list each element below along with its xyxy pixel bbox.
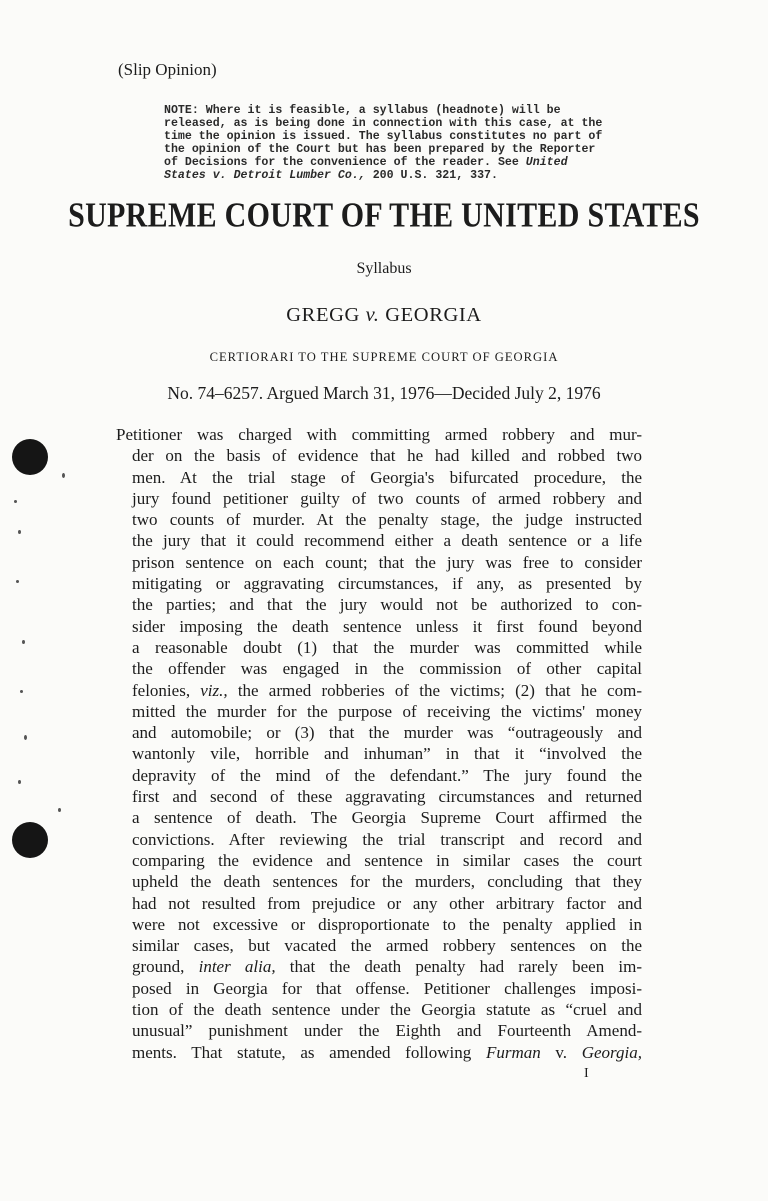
body-line: Petitioner was charged with committing armed robbery and mur- bbox=[116, 425, 642, 444]
body-line: tion of the death sentence under the Georgia statute as “cruel and bbox=[132, 1000, 642, 1020]
body-line: depravity of the mind of the defendant.” The jury found the bbox=[132, 765, 642, 785]
note-citation-case: United States v. Detroit Lumber Co., bbox=[164, 156, 568, 183]
body-line: mitted the murder for the purpose of receiving the victims' money bbox=[132, 701, 642, 721]
case-party-1: GREGG bbox=[286, 304, 360, 326]
body-line: prison sentence on each count; that the jury was free to consider bbox=[132, 552, 642, 572]
body-line: der on the basis of evidence that he had killed and robbed two bbox=[132, 446, 642, 466]
docket-line: No. 74–6257. Argued March 31, 1976—Decided July 2, 1976 bbox=[167, 383, 601, 403]
body-line: were not excessive or disproportionate to the penalty applied in bbox=[132, 914, 642, 934]
certiorari-line: CERTIORARI TO THE SUPREME COURT OF GEORGIA bbox=[209, 350, 559, 364]
scan-speck bbox=[20, 690, 23, 693]
body-line: wantonly vile, horrible and inhuman” in that it “involved the bbox=[132, 744, 642, 764]
scan-speck bbox=[58, 808, 61, 812]
body-line: ments. That statute, as amended following Furman v. Georgia, bbox=[132, 1042, 642, 1062]
body-line: unusual” punishment under the Eighth and Fourteenth Amend- bbox=[132, 1021, 642, 1041]
case-name bbox=[0, 304, 768, 327]
scan-speck bbox=[62, 473, 65, 478]
body-line: first and second of these aggravating circumstances and returned bbox=[132, 787, 642, 807]
punch-hole-top bbox=[12, 439, 48, 475]
scan-speck bbox=[16, 580, 19, 583]
scan-speck bbox=[18, 530, 21, 534]
body-line: similar cases, but vacated the armed robbery sentences on the bbox=[132, 936, 642, 956]
slip-opinion-label: (Slip Opinion) bbox=[118, 60, 217, 79]
scan-speck bbox=[14, 500, 17, 503]
punch-hole-bottom bbox=[12, 822, 48, 858]
case-party-2: GEORGIA bbox=[385, 304, 482, 326]
body-line: two counts of murder. At the penalty stage, the judge instructed bbox=[132, 510, 642, 530]
note-paragraph bbox=[164, 104, 608, 183]
syllabus-note bbox=[164, 104, 608, 183]
body-line: sider imposing the death sentence unless it first found beyond bbox=[132, 616, 642, 636]
body-line: a sentence of death. The Georgia Supreme Court affirmed the bbox=[132, 808, 642, 828]
syllabus-heading: Syllabus bbox=[356, 260, 412, 277]
body-line: the offender was engaged in the commission of other capital bbox=[132, 659, 642, 679]
body-line: comparing the evidence and sentence in similar cases the court bbox=[132, 850, 642, 870]
note-text: NOTE: Where it is feasible, a syllabus (headnote) will be released, as is being done in connection with this case, at the time the opinion is issued. The syllabus constitutes no part of the opinion of the Court but has been prepared by the Reporter of Decisions for the convenience of the reader. See bbox=[164, 104, 603, 170]
body-line: felonies, viz., the armed robberies of the victims; (2) that he com- bbox=[132, 680, 642, 700]
body-line: jury found petitioner guilty of two counts of armed robbery and bbox=[132, 488, 642, 508]
court-title: SUPREME COURT OF THE UNITED STATES bbox=[68, 196, 700, 235]
scan-speck bbox=[18, 780, 21, 784]
body-line: a reasonable doubt (1) that the murder was committed while bbox=[132, 637, 642, 657]
body-line: the parties; and that the jury would not be authorized to con- bbox=[132, 595, 642, 615]
scan-speck bbox=[22, 640, 25, 644]
body-line: upheld the death sentences for the murders, concluding that they bbox=[132, 872, 642, 892]
body-line: had not resulted from prejudice or any other arbitrary factor and bbox=[132, 893, 642, 913]
body-line: ground, inter alia, that the death penalty had rarely been im- bbox=[132, 957, 642, 977]
body-line: and automobile; or (3) that the murder was “outrageously and bbox=[132, 723, 642, 743]
body-line: the jury that it could recommend either a death sentence or a life bbox=[132, 531, 642, 551]
case-versus: v. bbox=[365, 304, 380, 326]
page-number: I bbox=[584, 1066, 589, 1081]
syllabus-body bbox=[116, 424, 642, 1063]
body-line: posed in Georgia for that offense. Petitioner challenges imposi- bbox=[132, 978, 642, 998]
body-line: mitigating or aggravating circumstances, if any, as presented by bbox=[132, 574, 642, 594]
body-line: convictions. After reviewing the trial transcript and record and bbox=[132, 829, 642, 849]
scan-speck bbox=[24, 735, 27, 740]
note-citation-tail: 200 U.S. 321, 337. bbox=[365, 169, 498, 183]
body-line: men. At the trial stage of Georgia's bifurcated procedure, the bbox=[132, 467, 642, 487]
